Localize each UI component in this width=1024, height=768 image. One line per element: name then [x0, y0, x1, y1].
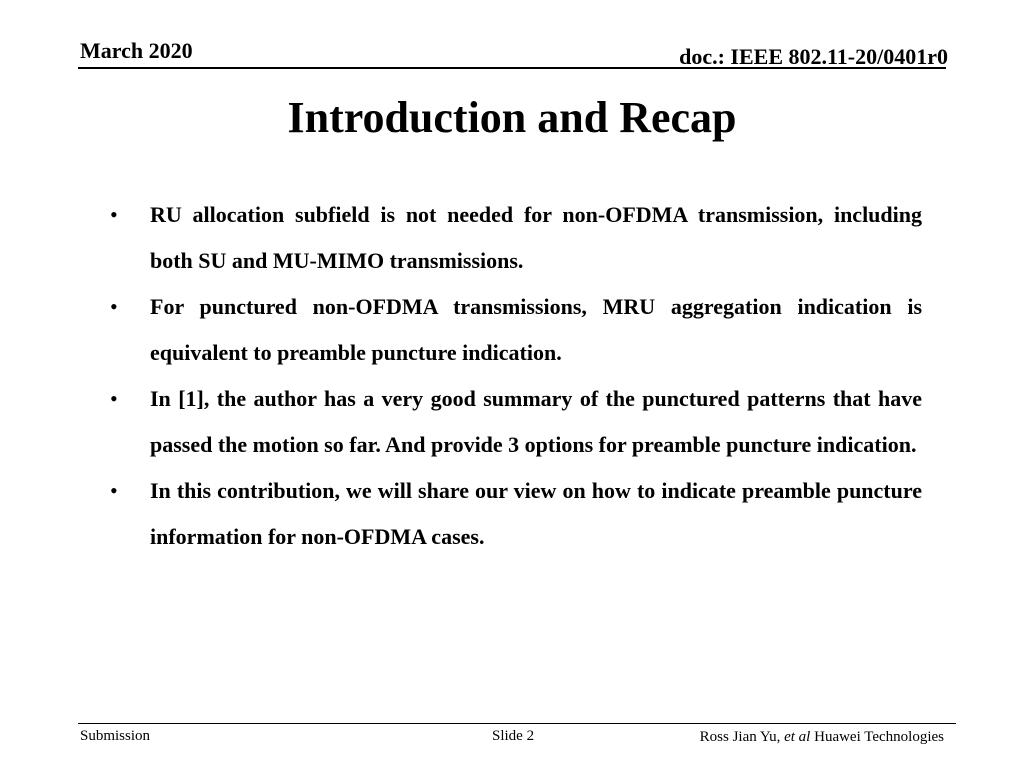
header-divider [78, 67, 946, 69]
bullet-item [110, 284, 922, 376]
bullet-dot-icon: • [110, 478, 118, 503]
bullet-text: RU allocation subfield is not needed for non-OFDMA transmission, including both SU and MU-MIMO transmissions. [150, 202, 922, 273]
bullet-dot-icon: • [110, 386, 118, 411]
slide-title: Introduction and Recap [287, 93, 737, 142]
header-date: March 2020 [80, 38, 193, 63]
footer-submission: Submission [80, 728, 151, 744]
bullet-text: In [1], the author has a very good summary of the punctured patterns that have passed the motion so far. And provide 3 options for preamble puncture indication. [150, 386, 922, 457]
footer-author-etal: et al [784, 729, 811, 745]
bullet-item [110, 468, 922, 560]
footer-slide-number: Slide 2 [492, 728, 535, 744]
bullet-item [110, 192, 922, 284]
bullet-item [110, 376, 922, 468]
footer-affiliation: Huawei Technologies [810, 729, 944, 745]
footer-author [700, 729, 944, 746]
footer-author-name: Ross Jian Yu, [699, 729, 785, 745]
bullet-text: In this contribution, we will share our view on how to indicate preamble puncture information for non-OFDMA cases. [150, 478, 922, 549]
footer-divider [78, 723, 956, 724]
bullet-list [110, 192, 922, 560]
bullet-dot-icon: • [110, 294, 118, 319]
bullet-dot-icon: • [110, 202, 118, 227]
header-doc-id: doc.: IEEE 802.11-20/0401r0 [679, 44, 948, 69]
bullet-text: For punctured non-OFDMA transmissions, MRU aggregation indication is equivalent to preamble puncture indication. [150, 294, 922, 365]
